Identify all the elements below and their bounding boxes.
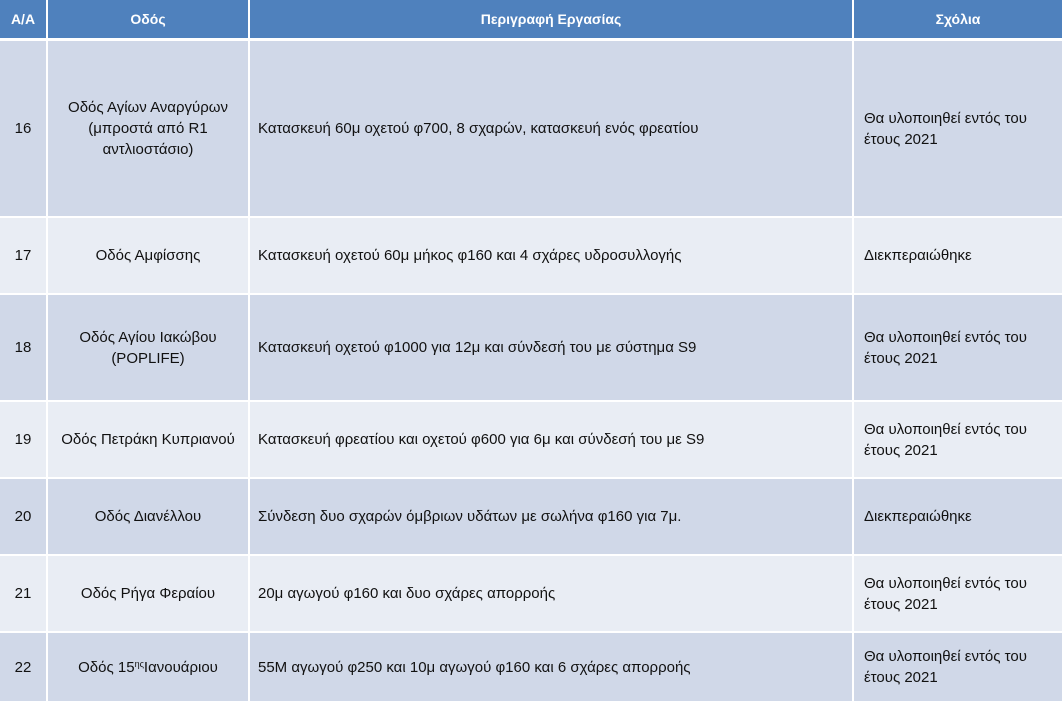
row-20-notes: Διεκπεραιώθηκε — [854, 479, 1062, 556]
row-21-number: 21 — [0, 556, 48, 633]
row-21-notes: Θα υλοποιηθεί εντός του έτους 2021 — [854, 556, 1062, 633]
row-20-road: Οδός Διανέλλου — [48, 479, 250, 556]
row-16-number: 16 — [0, 41, 48, 218]
row-18-number: 18 — [0, 295, 48, 402]
row-19-description: Κατασκευή φρεατίου και οχετού φ600 για 6μ και σύνδεσή του με S9 — [250, 402, 854, 479]
row-20-number: 20 — [0, 479, 48, 556]
row-22-number: 22 — [0, 633, 48, 703]
row-19-number: 19 — [0, 402, 48, 479]
row-17-notes: Διεκπεραιώθηκε — [854, 218, 1062, 295]
row-20-description: Σύνδεση δυο σχαρών όμβριων υδάτων με σωλήνα φ160 για 7μ. — [250, 479, 854, 556]
row-22-description: 55Μ αγωγού φ250 και 10μ αγωγού φ160 και 6 σχάρες απορροής — [250, 633, 854, 703]
row-19-notes: Θα υλοποιηθεί εντός του έτους 2021 — [854, 402, 1062, 479]
row-22-road-suffix: Ιανουάριου — [143, 658, 218, 676]
row-17-road: Οδός Αμφίσσης — [48, 218, 250, 295]
row-22-road: Οδός 15 $^{\eta\varsigma}$ Ιανουάριου — [48, 633, 250, 703]
row-17-description: Κατασκευή οχετού 60μ μήκος φ160 και 4 σχάρες υδροσυλλογής — [250, 218, 854, 295]
row-22-notes: Θα υλοποιηθεί εντός του έτους 2021 — [854, 633, 1062, 703]
row-22-road-prefix: Οδός 15 — [78, 658, 135, 676]
row-16-description: Κατασκευή 60μ οχετού φ700, 8 σχαρών, κατασκευή ενός φρεατίου — [250, 41, 854, 218]
header-description: Περιγραφή Εργασίας — [250, 0, 854, 41]
row-21-description: 20μ αγωγού φ160 και δυο σχάρες απορροής — [250, 556, 854, 633]
row-21-road: Οδός Ρήγα Φεραίου — [48, 556, 250, 633]
row-16-road: Οδός Αγίων Αναργύρων (μπροστά από R1 αντλιοστάσιο) — [48, 41, 250, 218]
row-18-notes: Θα υλοποιηθεί εντός του έτους 2021 — [854, 295, 1062, 402]
row-17-number: 17 — [0, 218, 48, 295]
row-18-road: Οδός Αγίου Ιακώβου (POPLIFE) — [48, 295, 250, 402]
row-18-description: Κατασκευή οχετού φ1000 για 12μ και σύνδεσή του με σύστημα S9 — [250, 295, 854, 402]
header-notes: Σχόλια — [854, 0, 1062, 41]
row-19-road: Οδός Πετράκη Κυπριανού — [48, 402, 250, 479]
header-road: Οδός — [48, 0, 250, 41]
header-aa: Α/Α — [0, 0, 48, 41]
row-16-notes: Θα υλοποιηθεί εντός του έτους 2021 — [854, 41, 1062, 218]
